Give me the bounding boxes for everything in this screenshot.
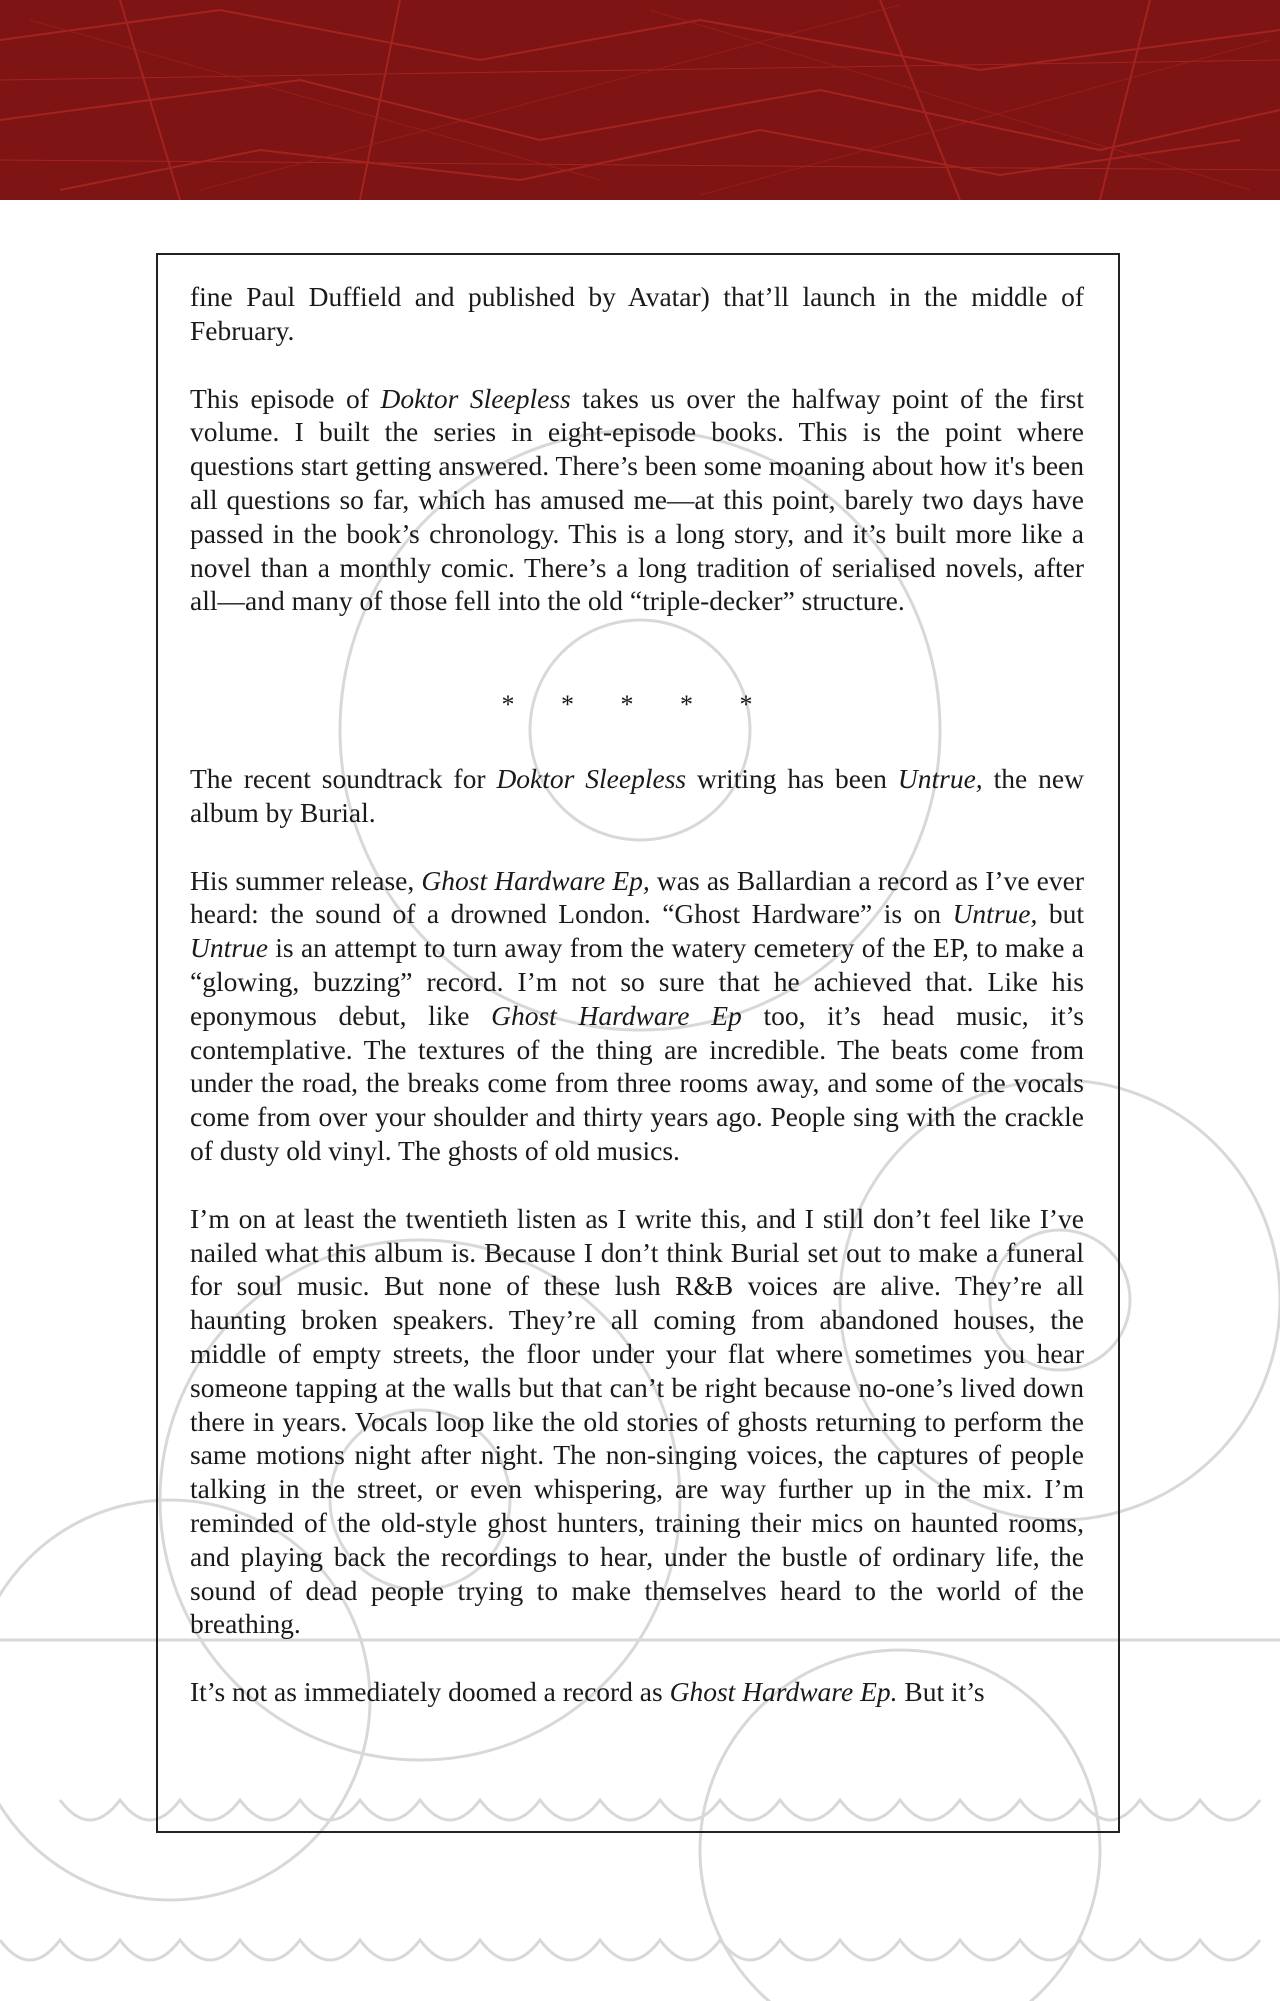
text-run: the new album by Burial. bbox=[190, 762, 1084, 828]
text-run: His summer release, bbox=[190, 864, 422, 896]
italic-title-run: Doktor Sleepless bbox=[380, 382, 571, 414]
text-run: was as Ballardian a record as I’ve ever heard: the sound of a drowned London. “Ghost Hardware” is on bbox=[190, 864, 1084, 930]
text-run: too, it’s head music, it’s contemplative. The textures of the thing are incredible. The beats come from under the road, the breaks come from three rooms away, and some of the vocals come from over your shoulder and thirty years ago. People sing with the crackle of dusty old vinyl. The ghosts of old musics. bbox=[190, 999, 1084, 1166]
text-run: It’s not as immediately doomed a record as bbox=[190, 1676, 670, 1708]
body-paragraph bbox=[190, 762, 1084, 830]
text-run: fine Paul Duffield and published by Avatar) that’ll launch in the middle of February. bbox=[190, 281, 1084, 346]
italic-title-run: Doktor Sleepless bbox=[496, 762, 687, 794]
text-run: writing has been bbox=[686, 762, 898, 794]
text-run: takes us over the halfway point of the first volume. I built the series in eight-episode books. This is the point where questions start getting answered. There’s been some moaning about how it's been all questions so far, which has amused me—at this point, barely two days have passed in the book’s chronology. This is a long story, and it’s built more like a novel than a monthly comic. There’s a long tradition of serialised novels, after all—and many of those fell into the old “triple-decker” structure. bbox=[190, 382, 1084, 617]
text-run: I’m on at least the twentieth listen as I write this, and I still don’t feel like I’ve nailed what this album is. Because I don’t think Burial set out to make a funeral for soul music. But none of these lush R&B voices are alive. They’re all haunting broken speakers. They’re all coming from abandoned houses, the middle of empty streets, the floor under your flat where sometimes you hear someone tapping at the walls but that can’t be right because no-one’s lived down there in years. Vocals loop like the old stories of ghosts returning to perform the same motions night after night. The non-singing voices, the captures of people talking in the street, or even whispering, are way further up in the mix. I’m reminded of the old-style ghost hunters, training their mics on haunted rooms, and playing back the recordings to hear, under the bustle of ordinary life, the sound of dead people trying to make themselves heard to the world of the breathing. bbox=[190, 1202, 1084, 1640]
body-paragraph bbox=[190, 280, 1084, 348]
section-separator: * * * * * bbox=[501, 690, 773, 720]
italic-title-run: Ghost Hardware Ep, bbox=[421, 864, 650, 896]
body-paragraph bbox=[190, 382, 1084, 619]
text-run: but bbox=[1037, 898, 1084, 930]
text-run: is an attempt to turn away from the watery cemetery of the EP, to make a “glowing, buzzing” record. I’m not so sure that he achieved that. Like his eponymous debut, like bbox=[190, 932, 1084, 1031]
body-paragraph bbox=[190, 864, 1084, 1168]
italic-title-run: Untrue, bbox=[952, 898, 1038, 930]
body-paragraph bbox=[190, 1675, 1084, 1709]
header-banner bbox=[0, 0, 1280, 200]
italic-title-run: Untrue bbox=[190, 932, 268, 964]
text-run: The recent soundtrack for bbox=[190, 762, 497, 794]
italic-title-run: Ghost Hardware Ep. bbox=[669, 1676, 898, 1708]
body-paragraph bbox=[190, 1202, 1084, 1641]
text-run: But it’s bbox=[897, 1676, 985, 1708]
scratch-texture bbox=[0, 0, 1280, 200]
text-run: This episode of bbox=[190, 382, 381, 414]
article-body bbox=[190, 280, 1084, 1743]
italic-title-run: Ghost Hardware Ep bbox=[491, 999, 742, 1031]
italic-title-run: Untrue, bbox=[897, 762, 983, 794]
